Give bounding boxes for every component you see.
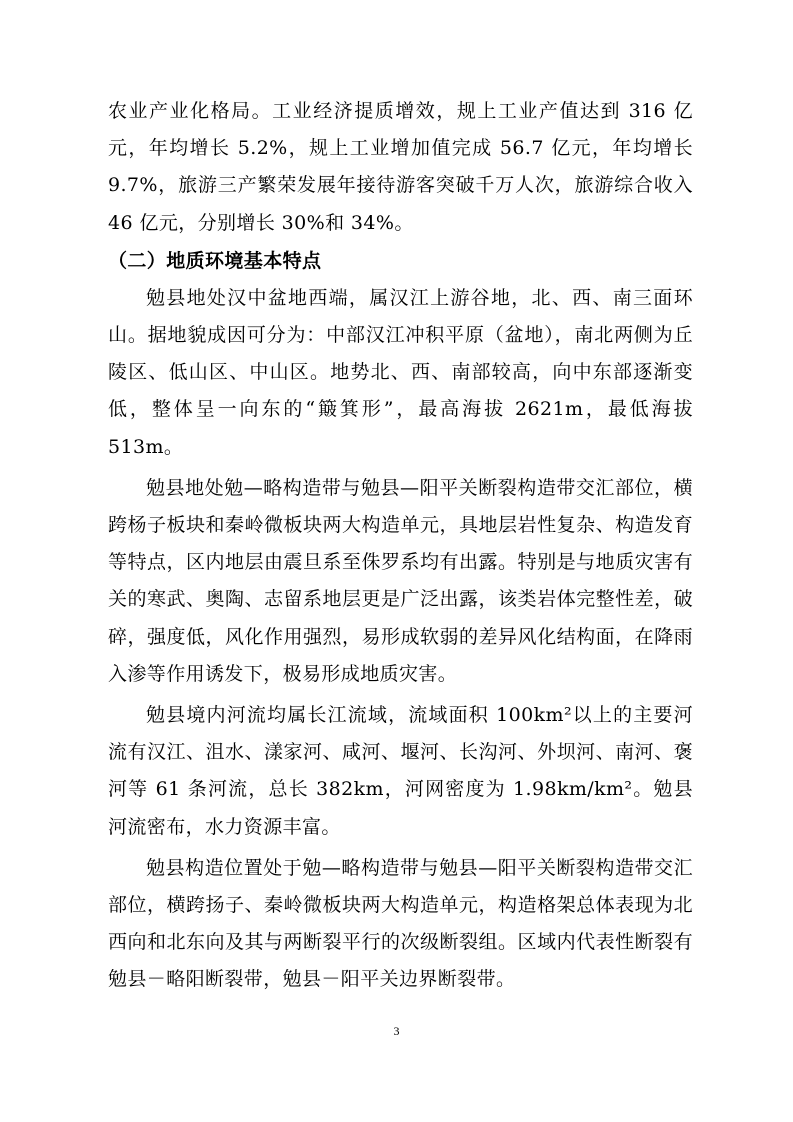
paragraph-tectonic-position: 勉县构造位置处于勉—略构造带与勉县—阳平关断裂构造带交汇部位，横跨扬子、秦岭微板块两大构造单元，构造格架总体表现为北西向和北东向及其与两断裂平行的次级断裂组。区域内代表性断裂有勉县－略阳断裂带，勉县－阳平关边界断裂带。 [108, 856, 693, 991]
paragraph-geology-structure: 勉县地处勉—略构造带与勉县—阳平关断裂构造带交汇部位，横跨杨子板块和秦岭微板块两大构造单元，具地层岩性复杂、构造发育等特点，区内地层由震旦系至侏罗系均有出露。特别是与地质灾害有关的寒武、奥陶、志留系地层更是广泛出露，该类岩体完整性差，破碎，强度低，风化作用强烈，易形成软弱的差异风化结构面，在降雨入渗等作用诱发下，极易形成地质灾害。 [108, 476, 693, 685]
document-body [108, 93, 693, 999]
paragraph-economy-continued: 农业产业化格局。工业经济提质增效，规上工业产值达到 316 亿元，年均增长 5.2%，规上工业增加值完成 56.7 亿元，年均增长 9.7%，旅游三产繁荣发展年接待游客突破千万人次，旅游综合收入 46 亿元，分别增长 30%和 34%。 [108, 100, 693, 234]
section-heading-geology: （二）地质环境基本特点 [108, 249, 322, 272]
paragraph-topography: 勉县地处汉中盆地西端，属汉江上游谷地，北、西、南三面环山。据地貌成因可分为：中部汉江冲积平原（盆地），南北两侧为丘陵区、低山区、中山区。地势北、西、南部较高，向中东部逐渐变低，整体呈一向东的“簸箕形”，最高海拔 2621m，最低海拔 513m。 [108, 286, 693, 458]
paragraph-rivers: 勉县境内河流均属长江流域，流域面积 100km²以上的主要河流有汉江、沮水、漾家河、咸河、堰河、长沟河、外坝河、南河、褒河等 61 条河流，总长 382km，河网密度为 1.98km/km²。勉县河流密布，水力资源丰富。 [108, 704, 693, 838]
page-number: 3 [393, 1024, 400, 1038]
